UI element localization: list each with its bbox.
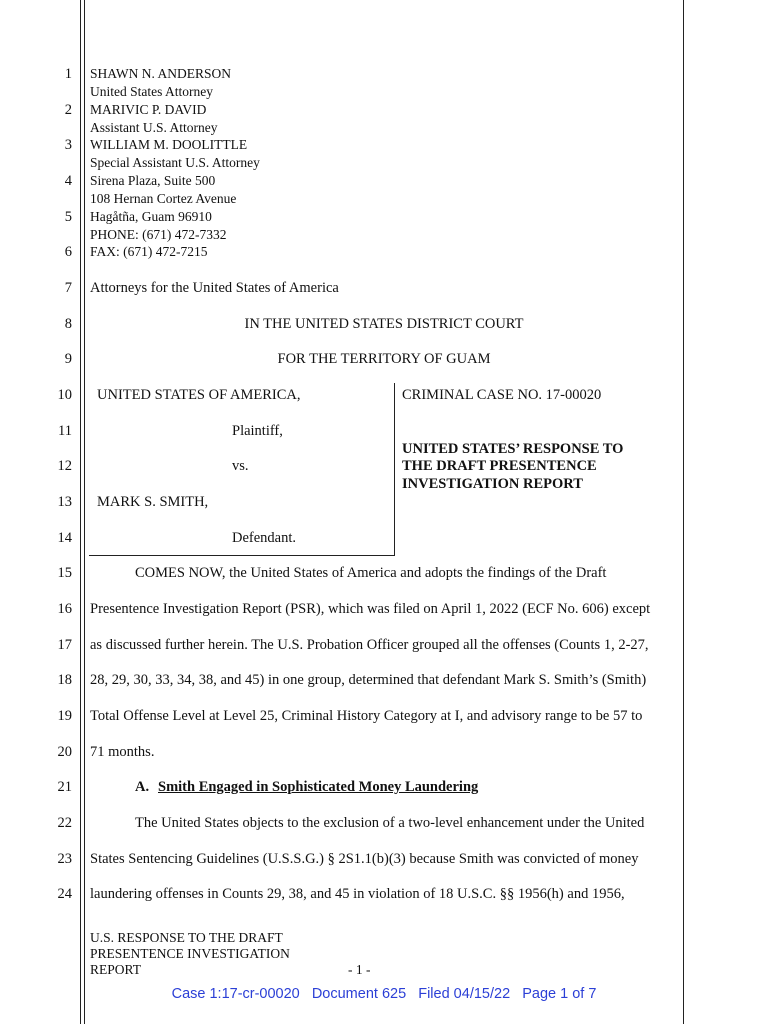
body-line: The United States objects to the exclusion of a two-level enhancement under the United [135, 815, 645, 831]
line-number: 11 [58, 423, 72, 439]
caption-border-right [394, 383, 395, 555]
line-number: 17 [57, 637, 72, 653]
line-number: 8 [64, 316, 72, 332]
court-territory: FOR THE TERRITORY OF GUAM [277, 351, 491, 367]
footer-title-line: U.S. RESPONSE TO THE DRAFT [90, 930, 283, 945]
attorney-name: SHAWN N. ANDERSON [90, 66, 232, 81]
attorneys-for: Attorneys for the United States of America [90, 280, 339, 296]
line-number: 9 [64, 351, 72, 367]
line-number: 14 [57, 530, 72, 546]
address-line: 108 Hernan Cortez Avenue [90, 191, 237, 206]
phone-line: PHONE: (671) 472-7332 [90, 227, 227, 242]
body-line: 28, 29, 30, 33, 34, 38, and 45) in one group, determined that defendant Mark S. Smith’s (Smith) [90, 672, 647, 688]
fax-line: FAX: (671) 472-7215 [90, 244, 208, 259]
document-title-line: THE DRAFT PRESENTENCE [402, 458, 597, 474]
attorney-name: WILLIAM M. DOOLITTLE [90, 137, 248, 152]
line-number: 4 [64, 173, 72, 189]
line-number: 13 [57, 494, 72, 510]
address-line: Sirena Plaza, Suite 500 [90, 173, 216, 188]
attorney-title: United States Attorney [90, 84, 213, 99]
document-title-line: INVESTIGATION REPORT [402, 476, 583, 492]
defendant-name: MARK S. SMITH, [97, 494, 209, 510]
attorney-title: Special Assistant U.S. Attorney [90, 155, 260, 170]
body-line: COMES NOW, the United States of America and adopts the findings of the Draft [135, 565, 607, 581]
section-heading: Smith Engaged in Sophisticated Money Laundering [158, 779, 479, 795]
plaintiff-name: UNITED STATES OF AMERICA, [97, 387, 301, 403]
line-number: 22 [57, 815, 72, 831]
margin-rule-left-inner [84, 0, 85, 1024]
line-number: 23 [57, 851, 72, 867]
line-number: 5 [64, 209, 72, 225]
margin-rule-left-outer [80, 0, 81, 1024]
court-name: IN THE UNITED STATES DISTRICT COURT [244, 316, 524, 332]
line-number: 21 [57, 779, 72, 795]
margin-rule-right [683, 0, 684, 1024]
line-number: 3 [64, 137, 72, 153]
line-number: 16 [57, 601, 72, 617]
line-number: 7 [64, 280, 72, 296]
line-number: 6 [64, 244, 72, 260]
line-number: 19 [57, 708, 72, 724]
footer-title-line: REPORT [90, 962, 141, 977]
line-number: 18 [57, 672, 72, 688]
body-line: States Sentencing Guidelines (U.S.S.G.) § 2S1.1(b)(3) because Smith was convicted of money [90, 851, 639, 867]
line-number: 12 [57, 458, 72, 474]
caption-border-bottom [89, 555, 395, 556]
body-line: laundering offenses in Counts 29, 38, and 45 in violation of 18 U.S.C. §§ 1956(h) and 1956, [90, 886, 625, 902]
footer-title-line: PRESENTENCE INVESTIGATION [90, 946, 290, 961]
line-number: 24 [57, 886, 72, 902]
versus-label: vs. [232, 458, 249, 474]
line-number: 10 [57, 387, 72, 403]
case-number: CRIMINAL CASE NO. 17-00020 [402, 387, 602, 403]
body-line: Presentence Investigation Report (PSR), which was filed on April 1, 2022 (ECF No. 606) except [90, 601, 651, 617]
plaintiff-label: Plaintiff, [232, 423, 283, 439]
body-line: 71 months. [90, 744, 155, 760]
body-line: as discussed further herein. The U.S. Probation Officer grouped all the offenses (Counts 1, 2-27, [90, 637, 649, 653]
ecf-filing-stamp: Case 1:17-cr-00020 Document 625 Filed 04/15/22 Page 1 of 7 [171, 986, 597, 1002]
body-line: Total Offense Level at Level 25, Criminal History Category at I, and advisory range to be 57 to [90, 708, 643, 724]
line-number: 15 [57, 565, 72, 581]
address-line: Hagåtña, Guam 96910 [90, 209, 212, 224]
document-title-line: UNITED STATES’ RESPONSE TO [402, 441, 624, 457]
section-letter: A. [135, 779, 150, 795]
line-number: 1 [64, 66, 72, 82]
line-number: 20 [57, 744, 72, 760]
page-number: - 1 - [348, 962, 371, 977]
attorney-title: Assistant U.S. Attorney [90, 120, 218, 135]
attorney-name: MARIVIC P. DAVID [90, 102, 207, 117]
line-number: 2 [64, 102, 72, 118]
defendant-label: Defendant. [232, 530, 297, 546]
